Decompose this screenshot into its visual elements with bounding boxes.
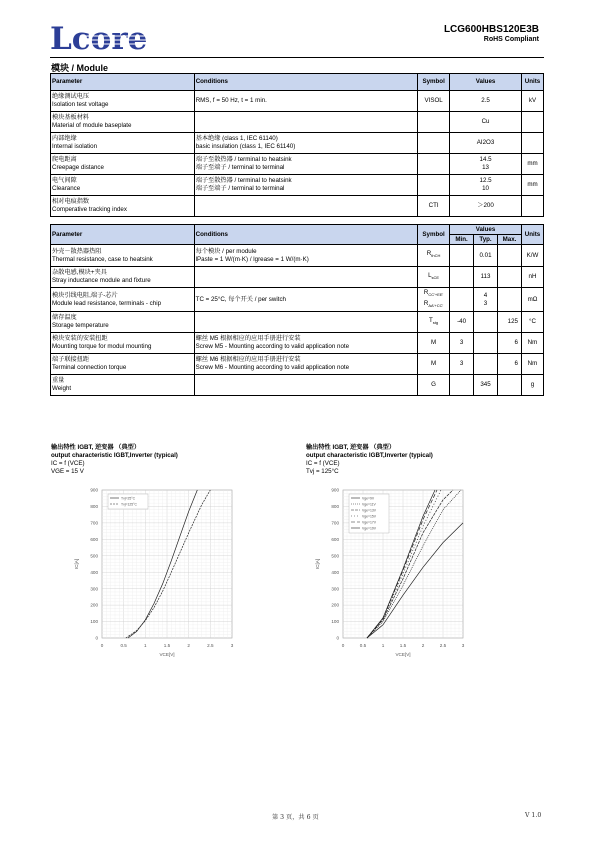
typ-cell: 345 (474, 375, 498, 396)
module-characteristics-table (50, 224, 544, 396)
unit-cell (521, 196, 543, 217)
max-cell: 125 (498, 312, 522, 333)
value-cell (450, 175, 522, 196)
y-tick-label: 600 (331, 536, 339, 542)
x-tick-label: 0.5 (120, 643, 127, 648)
cond-cell: RMS, f = 50 Hz, t = 1 min. (194, 91, 417, 112)
symbol-sub: stg (432, 320, 439, 326)
param-cell (51, 354, 195, 375)
symbol-cell: M (418, 333, 450, 354)
cond-line: basic insulation (class 1, IEC 61140) (195, 143, 296, 150)
param-cell (51, 288, 195, 312)
x-tick-label: 0 (100, 643, 104, 648)
unit-cell (521, 112, 543, 133)
y-tick-label: 900 (90, 487, 98, 493)
symbol-sub: sCE (431, 275, 440, 281)
param-zh: 模块基板材料 (52, 114, 90, 121)
param-zh: 模块安装的安装扭距 (52, 335, 108, 342)
table-row (51, 91, 544, 112)
value-cell: AI2O3 (450, 133, 522, 154)
unit-cell: mm (521, 154, 543, 175)
param-cell (51, 175, 195, 196)
param-en: Material of module baseplate (52, 122, 132, 129)
page-number: 第 3 页，共 6 页 (272, 814, 319, 821)
min-cell (450, 267, 474, 288)
logo-graphic (50, 24, 160, 54)
logo-text: Lcore (50, 24, 148, 54)
param-zh: 外壳－散热器热阻 (52, 247, 102, 255)
x-tick-label: 0 (341, 643, 345, 648)
cond-cell (194, 175, 417, 196)
value-line: 13 (482, 164, 489, 171)
output-characteristic-chart-2 (307, 484, 477, 664)
typ-cell (474, 288, 498, 312)
param-en: Storage temperature (52, 322, 109, 329)
legend-label: Tvj=25°C (121, 496, 136, 501)
min-cell (450, 288, 474, 312)
legend-label: Vge=9V (362, 496, 375, 501)
table-row (51, 375, 544, 396)
cond-cell (194, 112, 417, 133)
x-tick-label: 1.5 (163, 643, 171, 648)
param-zh: 储存温度 (52, 314, 77, 321)
cond-line: 端子至散热器 / terminal to heatsink (195, 156, 292, 163)
cond-cell (194, 196, 417, 217)
y-tick-label: 400 (90, 569, 98, 575)
x-axis-label: VCE[V] (395, 652, 411, 657)
param-cell (51, 375, 195, 396)
unit-cell: K/W (521, 245, 543, 267)
rohs-label: RoHS Compliant (483, 36, 539, 43)
legend-label: Vge=15V (362, 514, 377, 519)
table-row (51, 333, 544, 354)
header-divider (50, 57, 544, 58)
y-tick-label: 600 (90, 536, 98, 542)
cond-line: 端子至端子 / terminal to terminal (195, 164, 285, 171)
y-tick-label: 200 (331, 602, 339, 608)
x-tick-label: 1 (381, 643, 385, 648)
table-row (51, 312, 544, 333)
header-symbol: Symbol (418, 74, 450, 91)
table-row (51, 175, 544, 196)
param-cell (51, 133, 195, 154)
cond-line: 基本绝缘 (class 1, IEC 61140) (195, 135, 278, 142)
part-number: LCG600HBS120E3B (443, 24, 539, 35)
typ-cell (474, 333, 498, 354)
y-tick-label: 800 (90, 504, 98, 510)
symbol-sub: AA'+CC' (428, 302, 444, 308)
y-tick-label: 0 (336, 635, 339, 641)
header-values: Values (450, 225, 522, 235)
table-row (51, 154, 544, 175)
chart-2-title-block (306, 444, 433, 476)
header-typ: Typ. (474, 235, 498, 245)
symbol-cell (418, 245, 450, 267)
legend-label: Tvj=125°C (121, 502, 137, 507)
table-row (51, 112, 544, 133)
y-axis-label: IC[A] (315, 558, 320, 570)
y-tick-label: 900 (331, 487, 339, 493)
cond-line: 端子至散热器 / terminal to heatsink (195, 177, 292, 184)
table-row (51, 245, 544, 267)
unit-cell: kV (521, 91, 543, 112)
y-tick-label: 700 (331, 520, 339, 526)
chart-1-subtitle: VGE = 15 V (51, 468, 84, 475)
header-parameter: Parameter (51, 225, 195, 245)
x-tick-label: 2 (187, 643, 190, 648)
max-cell: 6 (498, 354, 522, 375)
param-en: Weight (52, 385, 72, 392)
header-conditions: Conditions (194, 74, 417, 91)
cond-line: Screw M6 - Mounting according to valid application note (195, 364, 350, 371)
param-en: Isolation test voltage (52, 101, 109, 108)
param-zh: 相对电痕指数 (52, 198, 90, 205)
symbol-cell (418, 175, 450, 196)
symbol-sub: thCH (431, 253, 441, 259)
y-tick-label: 200 (90, 602, 98, 608)
param-en: Creepage distance (52, 164, 104, 171)
header-max: Max. (498, 235, 522, 245)
y-tick-label: 300 (331, 586, 339, 592)
unit-cell: Nm (521, 333, 543, 354)
company-logo (50, 24, 160, 52)
output-characteristic-chart-1 (66, 484, 246, 664)
cond-cell (194, 354, 417, 375)
legend-label: Vge=13V (362, 508, 377, 513)
param-zh: 端子联接扭距 (52, 356, 90, 363)
value-cell (450, 154, 522, 175)
table-header-row (51, 74, 544, 91)
cond-line: 螺丝 M6 根据相应的应用手册进行安装 (195, 356, 301, 363)
min-cell: 3 (450, 354, 474, 375)
value-cell: 2.5 (450, 91, 522, 112)
typ-line: 3 (483, 299, 488, 307)
cond-line: Screw M5 - Mounting according to valid application note (195, 343, 350, 350)
table-header-row (51, 225, 544, 235)
header-parameter: Parameter (51, 74, 195, 91)
x-tick-label: 3 (230, 643, 234, 648)
typ-cell: 113 (474, 267, 498, 288)
header-symbol: Symbol (418, 225, 450, 245)
y-tick-label: 100 (90, 619, 98, 625)
param-zh: 模块引线电阻,端子-芯片 (52, 291, 118, 299)
unit-cell: Nm (521, 354, 543, 375)
y-tick-label: 300 (90, 586, 98, 592)
chart-1-title: output characteristic IGBT,Inverter (typical) (51, 452, 178, 459)
value-line: 10 (482, 185, 489, 192)
symbol-cell (418, 267, 450, 288)
param-zh: 电气间隙 (52, 177, 77, 184)
param-zh: 重量 (52, 377, 65, 384)
unit-cell: mΩ (521, 288, 543, 312)
param-cell (51, 245, 195, 267)
symbol-cell (418, 312, 450, 333)
y-tick-label: 500 (331, 553, 339, 559)
param-en: Clearance (52, 185, 81, 192)
symbol-text: R (423, 289, 429, 297)
x-tick-label: 3 (461, 643, 465, 648)
x-tick-label: 0.5 (359, 643, 367, 648)
value-line: 12.5 (479, 177, 492, 184)
y-tick-label: 400 (331, 569, 339, 575)
symbol-cell: G (418, 375, 450, 396)
symbol-cell (418, 133, 450, 154)
x-tick-label: 2.5 (207, 643, 214, 648)
x-axis-label: VCE[V] (159, 652, 175, 657)
cond-line: 螺丝 M5 根据相应的应用手册进行安装 (195, 335, 301, 342)
symbol-sub: CC'+EE' (428, 292, 444, 298)
cond-cell (194, 133, 417, 154)
param-en: Internal isolation (52, 143, 98, 150)
min-cell: -40 (450, 312, 474, 333)
chart-1-title-block (51, 444, 178, 476)
cond-line: lPaste = 1 W/(m·K) / lgrease = 1 W/(m·K) (195, 255, 309, 263)
param-cell (51, 312, 195, 333)
chart-2-title-zh: 输出特性 IGBT, 逆变器 （典型） (306, 444, 396, 451)
param-cell (51, 333, 195, 354)
min-cell: 3 (450, 333, 474, 354)
symbol-cell: VISOL (418, 91, 450, 112)
unit-cell: °C (521, 312, 543, 333)
max-cell (498, 288, 522, 312)
cond-cell (194, 154, 417, 175)
param-zh: 内部绝缘 (52, 135, 77, 142)
symbol-text: R (423, 299, 429, 307)
table-row (51, 133, 544, 154)
section-title: 模块 / Module (51, 63, 108, 73)
x-tick-label: 2.5 (439, 643, 447, 648)
module-table (50, 73, 544, 217)
cond-cell (194, 375, 417, 396)
param-en: Comperative tracking index (52, 206, 127, 213)
cond-line: 每个模块 / per module (195, 247, 257, 255)
cond-cell: TC = 25°C, 每个开关 / per switch (194, 288, 417, 312)
typ-cell: 0.01 (474, 245, 498, 267)
symbol-text: R (426, 250, 432, 258)
table-row (51, 288, 544, 312)
min-cell (450, 375, 474, 396)
param-zh: 杂散电感,模块+夹具 (52, 269, 107, 276)
param-cell (51, 267, 195, 288)
symbol-text: L (428, 271, 432, 279)
symbol-cell: M (418, 354, 450, 375)
chart-1-subtitle: IC = f (VCE) (51, 460, 85, 467)
header-units: Units (521, 225, 543, 245)
legend-label: Vge=17V (362, 520, 377, 525)
y-tick-label: 800 (331, 504, 339, 510)
typ-cell (474, 312, 498, 333)
min-cell (450, 245, 474, 267)
cond-cell (194, 245, 417, 267)
unit-cell: mm (521, 175, 543, 196)
version-label: V 1.0 (525, 812, 542, 819)
typ-line: 4 (483, 291, 488, 299)
param-zh: 爬电距离 (52, 156, 77, 163)
cond-cell (194, 312, 417, 333)
table-row (51, 354, 544, 375)
cond-line: 端子至端子 / terminal to terminal (195, 185, 285, 192)
legend-label: Vge=19V (362, 526, 377, 531)
unit-cell: g (521, 375, 543, 396)
header-values: Values (450, 74, 522, 91)
value-cell: Cu (450, 112, 522, 133)
x-tick-label: 1.5 (399, 643, 407, 648)
y-tick-label: 100 (331, 619, 339, 625)
header-units: Units (521, 74, 543, 91)
symbol-cell (418, 288, 450, 312)
max-cell (498, 267, 522, 288)
typ-cell (474, 354, 498, 375)
chart-2-title: output characteristic IGBT,Inverter (typical) (306, 452, 433, 459)
y-axis-label: IC[A] (74, 558, 79, 570)
unit-cell: nH (521, 267, 543, 288)
symbol-cell: CTI (418, 196, 450, 217)
header-conditions: Conditions (194, 225, 417, 245)
symbol-cell (418, 112, 450, 133)
cond-cell (194, 333, 417, 354)
max-cell (498, 245, 522, 267)
param-cell (51, 196, 195, 217)
param-cell (51, 91, 195, 112)
chart-2-subtitle: IC = f (VCE) (306, 460, 340, 467)
y-tick-label: 500 (90, 553, 98, 559)
param-cell (51, 112, 195, 133)
param-en: Module lead resistance, terminals - chip (52, 299, 162, 307)
symbol-cell (418, 154, 450, 175)
param-en: Terminal connection torque (52, 364, 127, 371)
cond-cell (194, 267, 417, 288)
header-min: Min. (450, 235, 474, 245)
value-cell: ＞200 (450, 196, 522, 217)
chart-1-title-zh: 输出特性 IGBT, 逆变器 （典型） (51, 444, 141, 451)
legend-label: Vge=11V (362, 502, 376, 507)
max-cell: 6 (498, 333, 522, 354)
unit-cell (521, 133, 543, 154)
param-en: Thermal resistance, case to heatsink (52, 255, 153, 263)
y-tick-label: 0 (95, 635, 98, 641)
param-zh: 绝缘测试电压 (52, 93, 90, 100)
table-row (51, 196, 544, 217)
table-row (51, 267, 544, 288)
y-tick-label: 700 (90, 520, 98, 526)
param-cell (51, 154, 195, 175)
param-en: Stray inductance module and fixture (52, 277, 151, 284)
x-tick-label: 1 (144, 643, 147, 648)
chart-2-subtitle: Tvj = 125°C (306, 468, 339, 475)
param-en: Mounting torque for modul mounting (52, 343, 152, 350)
x-tick-label: 2 (421, 643, 425, 648)
value-line: 14.5 (479, 156, 492, 163)
max-cell (498, 375, 522, 396)
symbol-text: T (429, 316, 433, 324)
